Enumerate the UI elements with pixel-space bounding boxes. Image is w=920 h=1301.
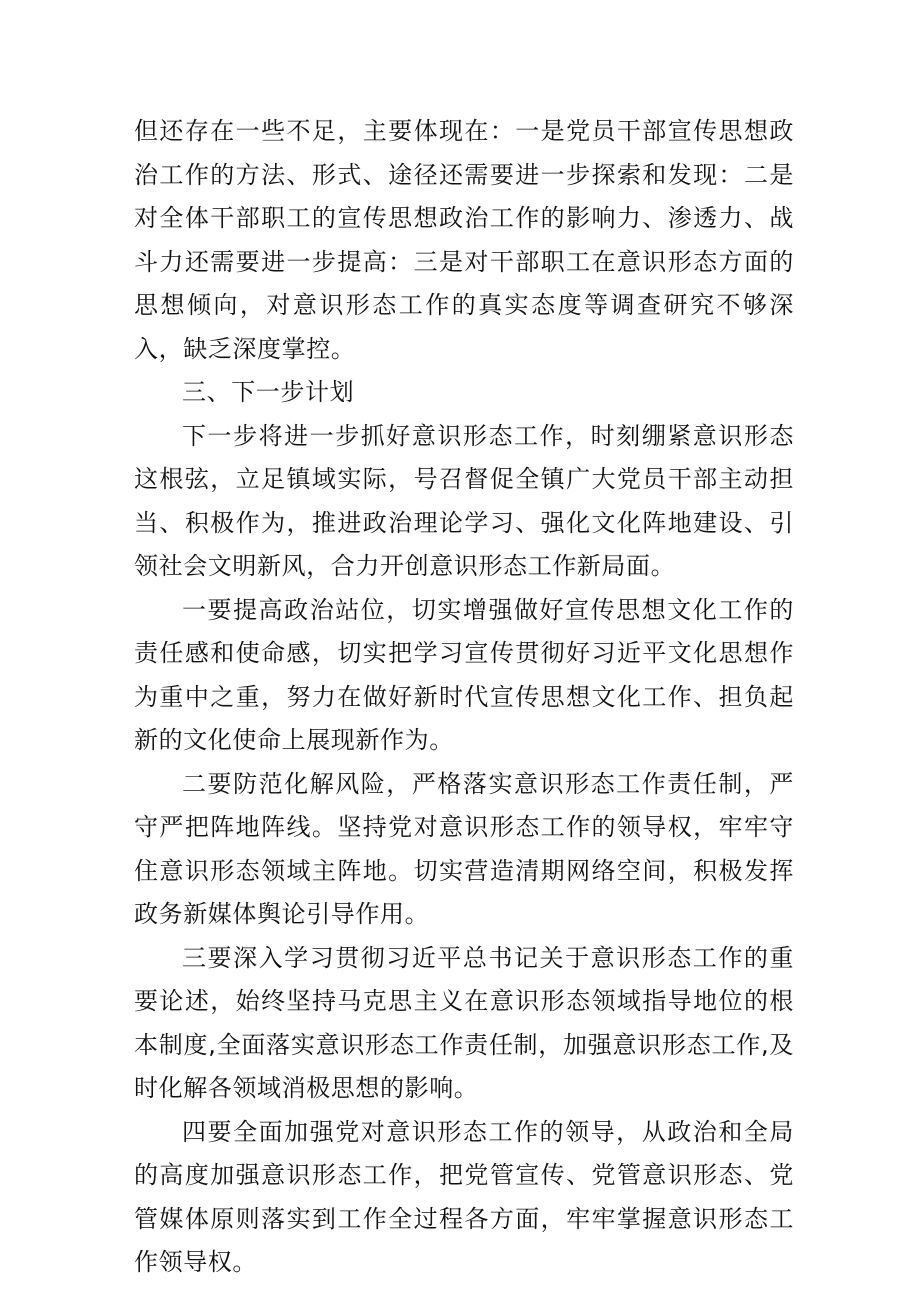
paragraph-shortcomings: 但还存在一些不足，主要体现在：一是党员干部宣传思想政治工作的方法、形式、途径还需要进一步探索和发现：二是对全体干部职工的宣传思想政治工作的影响力、渗透力、战斗力还需要进一步提高：三是对干部职工在意识形态方面的思想倾向，对意识形态工作的真实态度等调查研究不够深入，缺乏深度掌控。 [134, 117, 794, 363]
paragraph-plan-3: 三要深入学习贯彻习近平总书记关于意识形态工作的重要论述，始终坚持马克思主义在意识形态领域指导地位的根本制度,全面落实意识形态工作责任制，加强意识形态工作,及时化解各领域消极思想的影响。 [134, 943, 794, 1102]
paragraph-plan-intro: 下一步将进一步抓好意识形态工作，时刻绷紧意识形态这根弦，立足镇域实际，号召督促全镇广大党员干部主动担当、积极作为，推进政治理论学习、强化文化阵地建设、引领社会文明新风，合力开创意识形态工作新局面。 [134, 421, 794, 580]
paragraph-plan-1: 一要提高政治站位，切实增强做好宣传思想文化工作的责任感和使命感，切实把学习宣传贯彻好习近平文化思想作为重中之重，努力在做好新时代宣传思想文化工作、担负起新的文化使命上展现新作为。 [134, 595, 794, 754]
section-heading-next-steps: 三、下一步计划 [182, 378, 355, 406]
document-body [134, 110, 794, 1285]
paragraph-plan-2: 二要防范化解风险，严格落实意识形态工作责任制，严守严把阵地阵线。坚持党对意识形态工作的领导权，牢牢守住意识形态领域主阵地。切实营造清期网络空间，积极发挥政务新媒体舆论引导作用。 [134, 769, 794, 928]
paragraph-plan-4: 四要全面加强党对意识形态工作的领导，从政治和全局的高度加强意识形态工作，把党管宣传、党管意识形态、党管媒体原则落实到工作全过程各方面，牢牢掌握意识形态工作领导权。 [134, 1117, 794, 1276]
